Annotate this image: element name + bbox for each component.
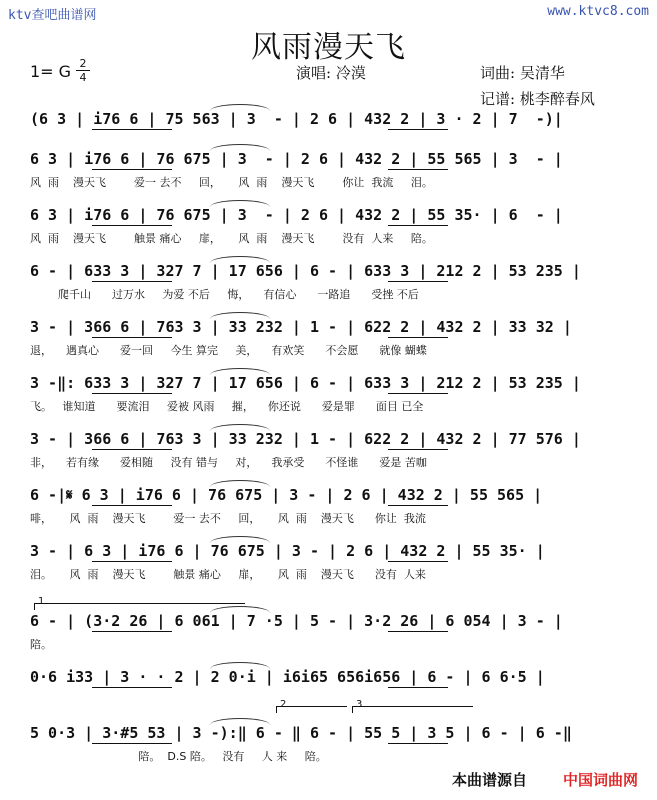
meter-bottom: 4 <box>79 71 87 84</box>
notation-row: 3 -‖: 633 3 | 327 7 | 17 656 | 6 - | 633 3 | 212 2 | 53 235 | <box>30 374 581 392</box>
slur-mark <box>210 144 270 151</box>
lyrics-row <box>30 692 627 710</box>
beam-line <box>92 631 172 632</box>
slur-mark <box>210 256 270 263</box>
transcriber-credit: 记谱: 桃李醉春风 <box>480 90 595 108</box>
lyrics-row: 非， 若有缘 爱相随 没有 错与 对， 我承受 不怪谁 爱是 苦咖 <box>30 456 427 469</box>
notation-row: 6 -|𝄋 6 3 | i76 6 | 76 675 | 3 - | 2 6 | 432 2 | 55 565 | <box>30 486 543 504</box>
lyrics-row: 泪。 风 雨 漫天飞 触景 痛心 扉， 风 雨 漫天飞 没有 人来 <box>30 568 426 581</box>
slur-mark <box>210 536 270 543</box>
beam-line <box>388 129 448 130</box>
slur-mark <box>210 662 270 669</box>
beam-line <box>388 743 448 744</box>
lyrics-row: 陪。 D.S 陪。 没有 人 来 陪。 <box>30 750 327 763</box>
beam-line <box>92 225 172 226</box>
beam-line <box>388 505 448 506</box>
time-signature <box>76 58 90 83</box>
footer-source-label: 本曲谱源自 <box>452 771 528 789</box>
beam-line <box>92 505 172 506</box>
lyrics-row: 飞。 谁知道 要流泪 爱被 风雨 摧， 你还说 爱是罪 面目 已全 <box>30 400 424 413</box>
notation-row: (6 3 | i76 6 | 75 563 | 3 - | 2 6 | 432 2 | 3 · 2 | 7 -)| <box>30 110 563 128</box>
slur-mark <box>210 480 270 487</box>
beam-line <box>92 129 172 130</box>
lyrics-row: 退， 遇真心 爱一回 今生 算完 美， 有欢笑 不会愿 就像 蝴蝶 <box>30 344 427 357</box>
watermark-right: www.ktvc8.com <box>547 4 649 19</box>
beam-line <box>388 631 448 632</box>
beam-line <box>388 281 448 282</box>
beam-line <box>92 393 172 394</box>
meter-top: 2 <box>79 57 87 70</box>
volta-number-3: 3 <box>356 699 363 710</box>
beam-line <box>92 337 172 338</box>
beam-line <box>92 169 172 170</box>
notation-row: 6 - | 633 3 | 327 7 | 17 656 | 6 - | 633 3 | 212 2 | 53 235 | <box>30 262 581 280</box>
slur-mark <box>210 718 270 725</box>
lyrics-row: 啡， 风 雨 漫天飞 爱一 去不 回， 风 雨 漫天飞 你让 我流 <box>30 512 426 525</box>
key-signature: 1= G <box>30 62 72 81</box>
notation-row: 3 - | 366 6 | 763 3 | 33 232 | 1 - | 622 2 | 432 2 | 77 576 | <box>30 430 581 448</box>
beam-line <box>92 449 172 450</box>
beam-line <box>92 743 172 744</box>
slur-mark <box>210 312 270 319</box>
beam-line <box>388 337 448 338</box>
volta-number-2: 2 <box>280 699 287 710</box>
volta-number-1: 1 <box>38 596 45 607</box>
notation-row: 0·6 i33 | 3 · · 2 | 2 0·i | i6i65 656i656 | 6 - | 6 6·5 | <box>30 668 545 686</box>
beam-line <box>92 687 172 688</box>
notation-row: 3 - | 6 3 | i76 6 | 76 675 | 3 - | 2 6 | 432 2 | 55 35· | <box>30 542 545 560</box>
slur-mark <box>210 424 270 431</box>
notation-row: 5 0·3 | 3·#5 53 | 3 -):‖ 6 - ‖ 6 - | 55 5 | 3 5 | 6 - | 6 -‖ <box>30 724 572 742</box>
singer-credit: 演唱: 冷漠 <box>296 64 366 82</box>
notation-row: 3 - | 366 6 | 763 3 | 33 232 | 1 - | 622 2 | 432 2 | 33 32 | <box>30 318 572 336</box>
song-title: 风雨漫天飞 <box>251 30 406 65</box>
beam-line <box>388 225 448 226</box>
beam-line <box>92 561 172 562</box>
notation-row: 6 - | (3·2 26 | 6 061 | 7 ·5 | 5 - | 3·2 26 | 6 054 | 3 - | <box>30 612 563 630</box>
beam-line <box>388 687 448 688</box>
notation-row: 6 3 | i76 6 | 76 675 | 3 - | 2 6 | 432 2 | 55 565 | 3 - | <box>30 150 563 168</box>
lyrics-row: 爬千山 过万水 为爱 不后 悔， 有信心 一路追 受挫 不后 <box>30 288 419 301</box>
slur-mark <box>210 104 270 111</box>
slur-mark <box>210 368 270 375</box>
slur-mark <box>210 606 270 613</box>
notation-row: 6 3 | i76 6 | 76 675 | 3 - | 2 6 | 432 2 | 55 35· | 6 - | <box>30 206 563 224</box>
beam-line <box>92 281 172 282</box>
beam-line <box>388 393 448 394</box>
lyrics-row: 陪。 <box>30 638 52 651</box>
beam-line <box>388 449 448 450</box>
slur-mark <box>210 200 270 207</box>
lyrics-row: 风 雨 漫天飞 触景 痛心 扉， 风 雨 漫天飞 没有 人来 陪。 <box>30 232 433 245</box>
watermark-left: ktv查吧曲谱网 <box>8 8 97 23</box>
beam-line <box>388 561 448 562</box>
lyricist-credit: 词曲: 吴清华 <box>480 64 565 82</box>
footer-site-name: 中国词曲网 <box>563 771 639 789</box>
lyrics-row: 风 雨 漫天飞 爱一 去不 回， 风 雨 漫天飞 你让 我流 泪。 <box>30 176 433 189</box>
beam-line <box>388 169 448 170</box>
